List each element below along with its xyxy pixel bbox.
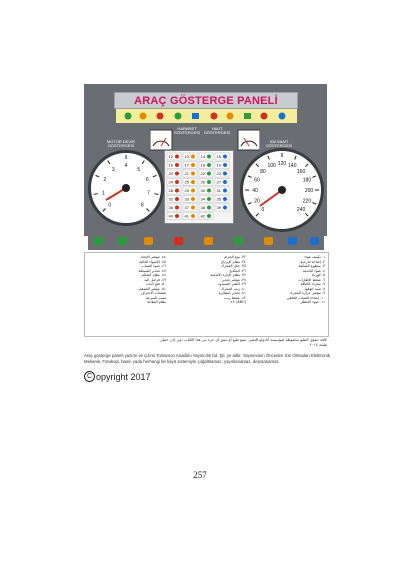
warning-light-number: 13 (184, 154, 189, 159)
gauge-tick-label: 60 (254, 177, 260, 184)
warning-light-icon (175, 163, 179, 167)
warning-light-icon (223, 172, 227, 176)
rpm-gauge-face (88, 150, 164, 226)
warning-light-icon (191, 197, 195, 201)
warning-light-number: 21 (184, 171, 189, 176)
warning-light-icon (175, 197, 179, 201)
warning-light-number: 39 (216, 205, 221, 210)
gauge-tick (153, 175, 157, 177)
warning-light-icon (207, 155, 211, 159)
warning-light-icon (207, 197, 211, 201)
warning-light-icon (191, 189, 195, 193)
legend-column-middle (168, 255, 246, 305)
warning-light-number: 24 (168, 179, 173, 185)
gauge-tick-label: 5 (137, 166, 141, 173)
warning-light-icon (207, 214, 211, 218)
top-warning-icons (118, 110, 296, 122)
gauge-tick-label: 2 (103, 177, 107, 184)
gauge-tick (256, 213, 259, 216)
warning-light-icon (175, 214, 179, 218)
gauge-tick (147, 209, 150, 212)
gauge-tick-label: 140 (288, 163, 297, 170)
label-yakit: YAKIT GÖSTERGESİ (203, 126, 231, 135)
warning-light-number: 38 (200, 205, 205, 210)
legend-item: ٧. محرك الكثافة (300, 282, 325, 286)
warning-light-number: 15 (216, 154, 221, 159)
warning-light-number: 27 (216, 179, 221, 185)
panel-title-bar (114, 92, 298, 109)
label-km-saati: KM SAATİ GÖSTERGESİ (265, 139, 293, 148)
warning-light-number: 32 (168, 196, 173, 202)
gauge-tick-label: 40 (252, 188, 258, 194)
warning-light-number: 34 (200, 196, 205, 202)
warning-light-number: 17 (184, 162, 189, 168)
gauge-tick (103, 209, 106, 212)
warning-light-number: 30 (200, 188, 205, 193)
legend-item: ٥٠. فتح الباب (145, 282, 166, 286)
warning-light-icon (175, 180, 179, 184)
warning-light-number: 33 (184, 196, 189, 202)
warning-light-number: 41 (184, 213, 189, 219)
gauge-tick-label: 1 (102, 190, 105, 197)
gauge-tick-label: 240 (296, 207, 306, 214)
gauge-tick (154, 194, 158, 195)
label-motor-devir: MOTOR DEVİR GÖSTERGESİ (106, 139, 136, 148)
legend-item: ٣٣. نوع الحزام (224, 255, 246, 259)
gauge-tick (94, 194, 98, 195)
warning-light-number: 18 (200, 162, 205, 168)
speedometer-gauge-face (240, 148, 324, 232)
gauge-tick (305, 213, 308, 216)
legend-item: ٤٠. زيت المحرك (220, 286, 246, 291)
panel-title: ARAÇ GÖSTERGE PANELİ (134, 94, 278, 107)
gauge-tick-label: 6 (145, 177, 149, 184)
gauge-tick (295, 156, 297, 160)
legend-item: ٢. إضاءة خارجية (300, 259, 325, 264)
legend-item: ٥. كهرباء (311, 273, 325, 277)
warning-lights-grid-icons (165, 151, 231, 221)
legend-item: ٣٤. نظام الإيرباج (220, 259, 246, 264)
warning-light-icon (223, 206, 227, 210)
legend-item: ٣٧. نظام الإنارة الأمامية (210, 273, 246, 277)
gauge-tick-label: 160 (296, 168, 306, 175)
warning-light-number: 37 (184, 205, 189, 210)
warning-light-icon (175, 189, 179, 193)
gauge-tick-label: 8 (140, 202, 144, 209)
warning-light-icon (223, 189, 227, 193)
legend-column-left (88, 255, 166, 305)
gauge-tick-label: 0 (261, 207, 265, 214)
legend-item: ٣٥. خلل المحرك (221, 264, 246, 268)
warning-light-number: 12 (168, 154, 173, 159)
gauge-tick-label: 0 (108, 202, 112, 209)
warning-light-icon (191, 172, 195, 176)
legend-item: ٨. تنبيه الوقود (304, 286, 325, 291)
legend-item: ٣. سطوع الشاشة (298, 264, 325, 268)
warning-light-icon (175, 206, 179, 210)
warning-light-icon (223, 155, 227, 159)
warning-light-icon (191, 155, 195, 159)
warning-light-icon (191, 180, 195, 184)
legend-item: ٤١. تحذير البطارية (218, 291, 246, 295)
warning-light-icon (207, 180, 211, 184)
legend-item: ١. تكييف هواء (304, 255, 325, 259)
legend-item: ٦. ضغط الإطارات (298, 277, 325, 282)
legend-item: ٤٩. فرامل اليد (144, 277, 166, 282)
gauge-tick (256, 164, 259, 167)
legend-item: (ABC) ٤٣ (230, 300, 246, 304)
legend-item: مثبت السرعة (145, 295, 166, 300)
gauge-tick-label: 200 (304, 188, 314, 194)
warning-light-icon (207, 172, 211, 176)
arabic-note-text: كافة حقوق الطبع محفوظة لمؤسسة أنادولو للنشر. يمنع طبع أو نسخ أي جزء من هذا الكتاب دون إذن خطي. (158, 337, 327, 342)
gauge-tick-label: 3 (111, 166, 115, 173)
copyright-year: opyright 2017 (96, 371, 151, 382)
gauge-tick-label: 80 (260, 168, 266, 175)
warning-light-number: 14 (200, 154, 205, 159)
legend-item: ١٠. إضاءة الضباب الخلفي (286, 295, 325, 300)
legend-item: ٤. ضوء الخدمة (302, 268, 325, 273)
legend-item: ٣٩. الفلتر المسدود (217, 282, 246, 286)
arabic-copyright-note (84, 337, 327, 347)
warning-light-number: 29 (184, 188, 189, 193)
warning-light-icon (207, 206, 211, 210)
warning-light-number: 42 (200, 213, 205, 219)
arabic-note-year: طبعة ٢٠١٧ (309, 342, 327, 347)
gauge-tick (268, 156, 270, 160)
gauge-tick (312, 203, 316, 205)
warning-light-number: 19 (216, 162, 221, 168)
warning-light-number: 16 (168, 162, 173, 168)
gauge-tick (248, 176, 252, 178)
gauge-tick-label: 180 (302, 177, 312, 184)
legend-item: نظام الملاحة (147, 300, 166, 304)
legend-item: ٥١. مؤشر التشغيل (137, 286, 166, 291)
gauge-tick-label: 220 (302, 198, 312, 205)
warning-light-icon (207, 163, 211, 167)
warning-light-number: 28 (168, 188, 173, 193)
gauge-tick-label: 100 (267, 163, 276, 170)
legend-item: ٣٨. مؤشر تحذير (221, 277, 246, 282)
copyright-symbol-icon: C (84, 371, 95, 382)
gauge-tick-label: 7 (147, 190, 150, 197)
gauge-tick (108, 161, 110, 164)
page-number: 257 (193, 470, 207, 480)
legend-column-right (247, 255, 325, 305)
legend-item: ٤٧. تحذير المسافة (138, 268, 166, 273)
warning-light-icon (223, 180, 227, 184)
legend-item: ٤٥. الأضواء العالية (139, 259, 166, 264)
warning-light-icon (175, 172, 179, 176)
warning-light-icon (191, 214, 195, 218)
legend-item: ٤٤. مؤشر الاتجاه (140, 255, 166, 259)
warning-light-icon (223, 163, 227, 167)
legend-item: ١١. ضوء الانتظار (300, 300, 325, 304)
warning-light-number: 20 (168, 171, 173, 176)
legend-box (84, 252, 329, 337)
gauge-tick-label: 20 (254, 198, 260, 205)
copyright-line (84, 371, 151, 382)
warning-light-icon (223, 197, 227, 201)
warning-light-icon (191, 206, 195, 210)
gauge-tick (312, 176, 316, 178)
gauge-tick (305, 164, 308, 167)
legend-item: ٤٢. ضغط زيت (224, 295, 246, 300)
label-hararet: HARARET GÖSTERGESİ (173, 126, 201, 135)
warning-light-number: 31 (216, 188, 221, 193)
legend-item: ٤٦. ضوء الضباب (141, 264, 166, 268)
warning-light-icon (191, 163, 195, 167)
legend-item: شمعات الاحتراق (141, 291, 166, 295)
bottom-indicator-row (88, 232, 324, 250)
warning-light-icon (207, 189, 211, 193)
warning-light-number: 36 (168, 205, 173, 210)
warning-light-number: 25 (184, 179, 189, 185)
warning-light-icon (175, 155, 179, 159)
gauge-tick (96, 175, 100, 177)
gauge-tick-label: 120 (277, 161, 287, 167)
copyright-paragraph: Araç gösterge paneli yazımı ve çizimi Tomarson Anadolu Yayıncılık İtd. Şti. ye aittir. Yayınevinin Önceden İzni Olmadan Elektronik, Mekanik, Fotokopi, basılı yada herhangi bir kayıt sistemiyle çoğaltılamaz, yayınlanamaz, depolanamaz. (84, 353, 332, 364)
legend-item: ٩. مؤشر حرارة المحرك (289, 291, 325, 295)
gauge-tick (142, 161, 144, 164)
warning-light-number: 40 (168, 213, 173, 219)
warning-light-number: 26 (200, 179, 205, 185)
legend-item: ٤٨. نظام التحكم (141, 273, 166, 277)
warning-light-number: 23 (216, 171, 221, 176)
warning-light-number: 22 (200, 171, 205, 176)
gauge-tick (248, 203, 252, 205)
legend-item: ٣٦. المكابح (229, 268, 246, 273)
gauge-tick-label: 4 (124, 163, 128, 169)
warning-light-number: 35 (216, 196, 221, 202)
